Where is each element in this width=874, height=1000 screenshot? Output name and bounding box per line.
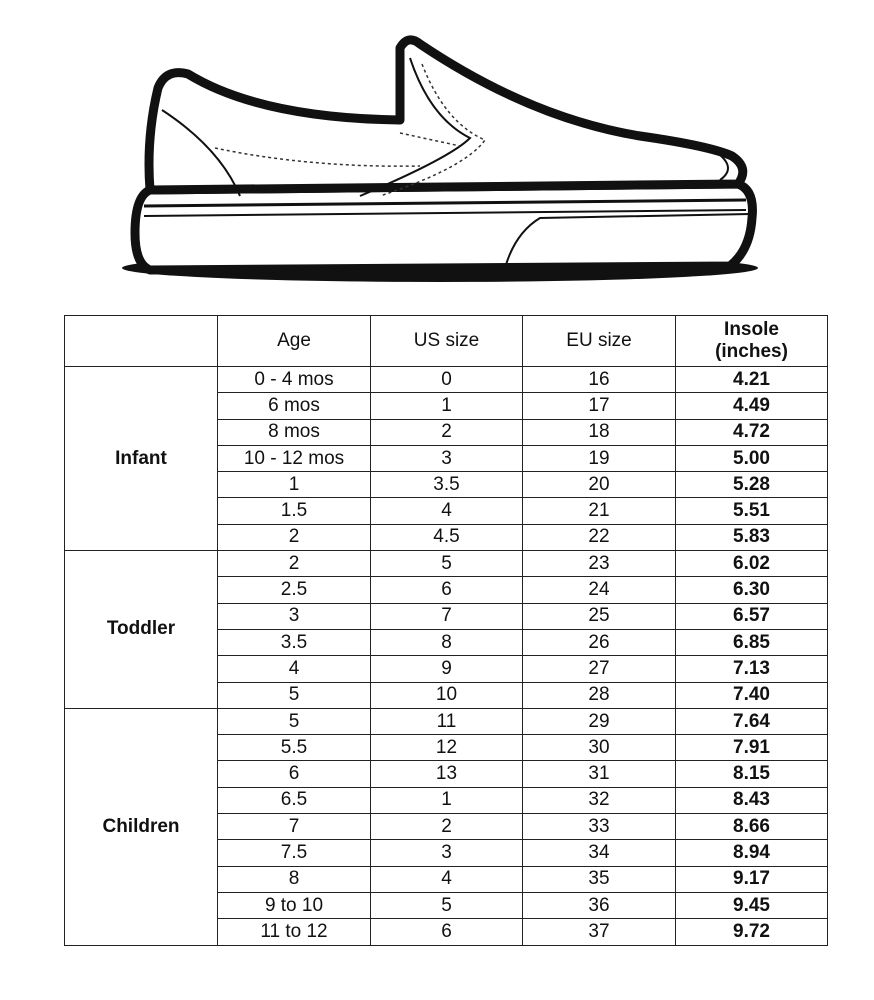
us-size-cell: 2 xyxy=(371,419,523,445)
us-size-cell: 0 xyxy=(371,367,523,393)
us-size-cell: 6 xyxy=(371,919,523,945)
us-size-cell: 1 xyxy=(371,787,523,813)
insole-cell: 5.00 xyxy=(676,445,828,471)
age-cell: 5.5 xyxy=(218,735,371,761)
age-cell: 8 xyxy=(218,866,371,892)
age-cell: 3 xyxy=(218,603,371,629)
age-cell: 2 xyxy=(218,551,371,577)
eu-size-cell: 34 xyxy=(523,840,676,866)
insole-cell: 5.51 xyxy=(676,498,828,524)
us-size-cell: 2 xyxy=(371,814,523,840)
age-cell: 0 - 4 mos xyxy=(218,367,371,393)
age-cell: 4 xyxy=(218,656,371,682)
age-cell: 6 xyxy=(218,761,371,787)
eu-size-cell: 23 xyxy=(523,551,676,577)
insole-cell: 6.02 xyxy=(676,551,828,577)
header-eu-size: EU size xyxy=(523,316,676,367)
eu-size-cell: 35 xyxy=(523,866,676,892)
age-cell: 1 xyxy=(218,472,371,498)
us-size-cell: 9 xyxy=(371,656,523,682)
eu-size-cell: 20 xyxy=(523,472,676,498)
insole-cell: 5.83 xyxy=(676,524,828,550)
us-size-cell: 1 xyxy=(371,393,523,419)
eu-size-cell: 30 xyxy=(523,735,676,761)
category-cell: Children xyxy=(65,708,218,945)
table-row xyxy=(65,551,828,577)
insole-cell: 8.66 xyxy=(676,814,828,840)
age-cell: 6 mos xyxy=(218,393,371,419)
eu-size-cell: 36 xyxy=(523,892,676,918)
eu-size-cell: 33 xyxy=(523,814,676,840)
insole-cell: 7.13 xyxy=(676,656,828,682)
us-size-cell: 5 xyxy=(371,551,523,577)
header-insole-line1: Insole xyxy=(724,319,779,340)
us-size-cell: 6 xyxy=(371,577,523,603)
age-cell: 11 to 12 xyxy=(218,919,371,945)
age-cell: 5 xyxy=(218,708,371,734)
insole-cell: 7.40 xyxy=(676,682,828,708)
age-cell: 5 xyxy=(218,682,371,708)
insole-cell: 4.72 xyxy=(676,419,828,445)
eu-size-cell: 18 xyxy=(523,419,676,445)
table-row xyxy=(65,367,828,393)
eu-size-cell: 17 xyxy=(523,393,676,419)
size-chart-table xyxy=(64,315,828,946)
eu-size-cell: 28 xyxy=(523,682,676,708)
eu-size-cell: 26 xyxy=(523,629,676,655)
insole-cell: 7.64 xyxy=(676,708,828,734)
eu-size-cell: 22 xyxy=(523,524,676,550)
us-size-cell: 4.5 xyxy=(371,524,523,550)
table-row xyxy=(65,708,828,734)
eu-size-cell: 24 xyxy=(523,577,676,603)
eu-size-cell: 21 xyxy=(523,498,676,524)
insole-cell: 4.21 xyxy=(676,367,828,393)
insole-cell: 8.94 xyxy=(676,840,828,866)
us-size-cell: 3.5 xyxy=(371,472,523,498)
age-cell: 2 xyxy=(218,524,371,550)
age-cell: 1.5 xyxy=(218,498,371,524)
us-size-cell: 7 xyxy=(371,603,523,629)
age-cell: 3.5 xyxy=(218,629,371,655)
insole-cell: 8.15 xyxy=(676,761,828,787)
insole-cell: 6.30 xyxy=(676,577,828,603)
header-category xyxy=(65,316,218,367)
category-cell: Infant xyxy=(65,367,218,551)
eu-size-cell: 32 xyxy=(523,787,676,813)
us-size-cell: 13 xyxy=(371,761,523,787)
age-cell: 6.5 xyxy=(218,787,371,813)
eu-size-cell: 25 xyxy=(523,603,676,629)
insole-cell: 7.91 xyxy=(676,735,828,761)
insole-cell: 9.45 xyxy=(676,892,828,918)
insole-cell: 6.85 xyxy=(676,629,828,655)
table-header-row xyxy=(65,316,828,367)
header-insole xyxy=(676,316,828,367)
us-size-cell: 3 xyxy=(371,445,523,471)
age-cell: 10 - 12 mos xyxy=(218,445,371,471)
insole-cell: 8.43 xyxy=(676,787,828,813)
age-cell: 7 xyxy=(218,814,371,840)
us-size-cell: 3 xyxy=(371,840,523,866)
insole-cell: 6.57 xyxy=(676,603,828,629)
us-size-cell: 11 xyxy=(371,708,523,734)
header-insole-line2: (inches) xyxy=(715,341,788,362)
insole-cell: 5.28 xyxy=(676,472,828,498)
eu-size-cell: 31 xyxy=(523,761,676,787)
age-cell: 7.5 xyxy=(218,840,371,866)
category-cell: Toddler xyxy=(65,551,218,709)
eu-size-cell: 37 xyxy=(523,919,676,945)
age-cell: 8 mos xyxy=(218,419,371,445)
insole-cell: 9.17 xyxy=(676,866,828,892)
us-size-cell: 12 xyxy=(371,735,523,761)
us-size-cell: 4 xyxy=(371,498,523,524)
eu-size-cell: 19 xyxy=(523,445,676,471)
us-size-cell: 5 xyxy=(371,892,523,918)
us-size-cell: 10 xyxy=(371,682,523,708)
insole-cell: 9.72 xyxy=(676,919,828,945)
eu-size-cell: 16 xyxy=(523,367,676,393)
us-size-cell: 8 xyxy=(371,629,523,655)
eu-size-cell: 27 xyxy=(523,656,676,682)
age-cell: 2.5 xyxy=(218,577,371,603)
insole-cell: 4.49 xyxy=(676,393,828,419)
header-age: Age xyxy=(218,316,371,367)
us-size-cell: 4 xyxy=(371,866,523,892)
shoe-sole xyxy=(135,184,752,270)
header-us-size: US size xyxy=(371,316,523,367)
eu-size-cell: 29 xyxy=(523,708,676,734)
slip-on-shoe-illustration xyxy=(110,28,770,290)
age-cell: 9 to 10 xyxy=(218,892,371,918)
shoe-upper xyxy=(149,40,743,190)
